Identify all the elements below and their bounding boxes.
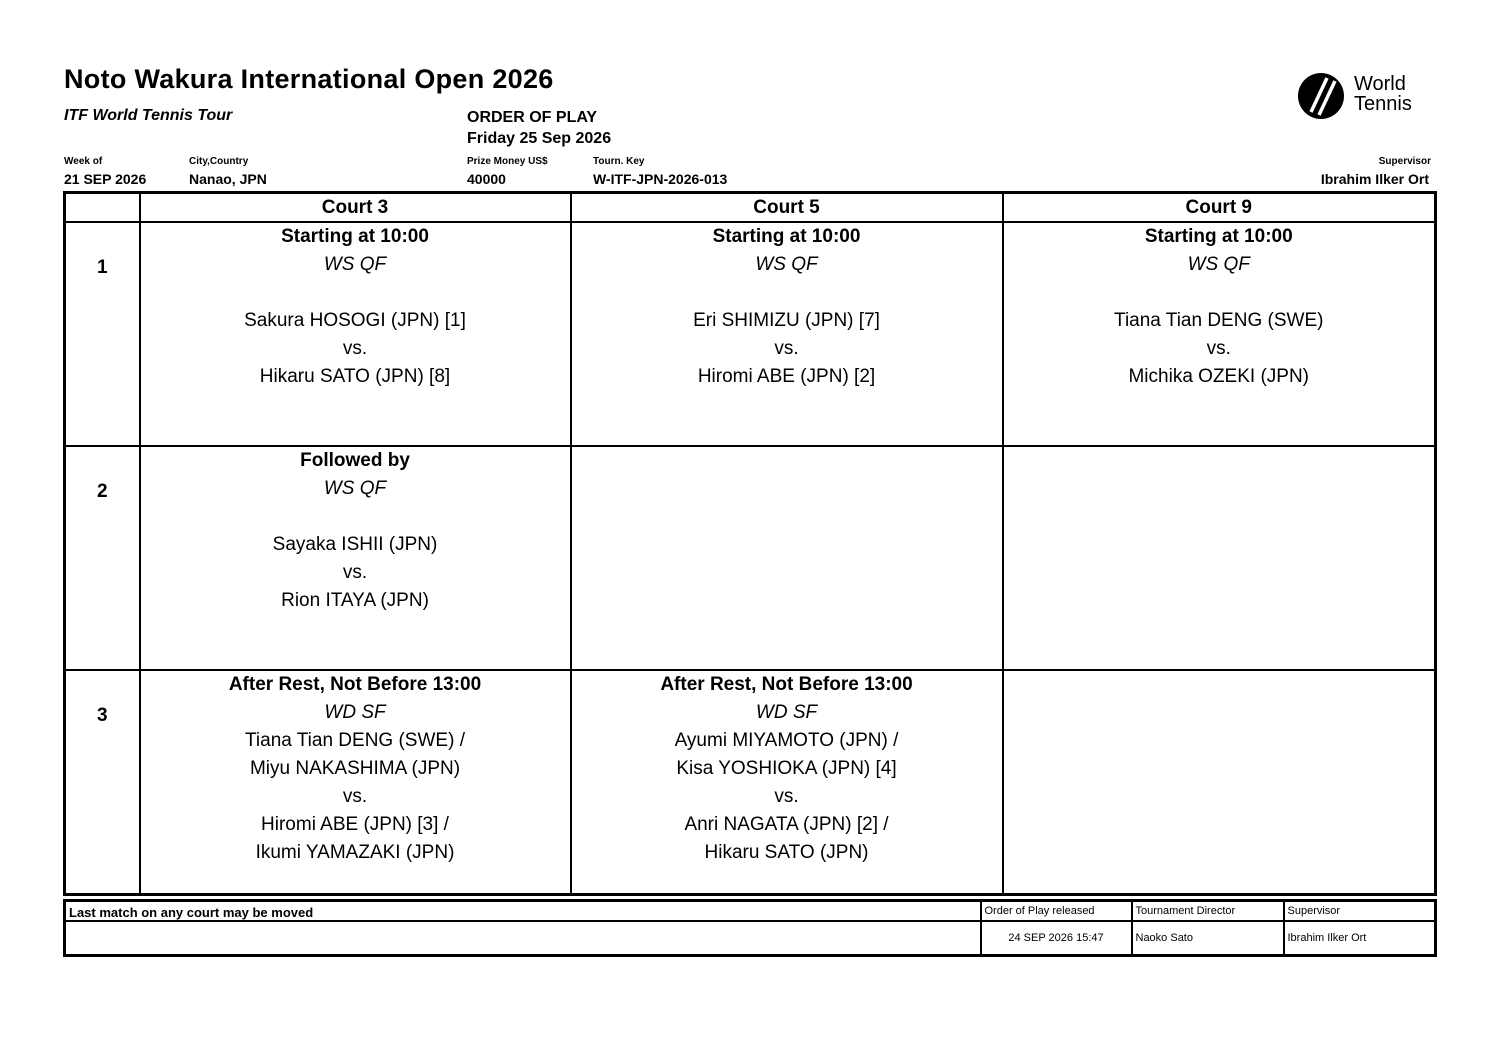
week-label: Week of	[64, 156, 103, 167]
versus: vs.	[1206, 338, 1231, 359]
event-code: WD SF	[755, 702, 818, 723]
team-two-player-a: Hiromi ABE (JPN) [3] /	[261, 814, 449, 835]
prize-label: Prize Money US$	[467, 156, 548, 167]
logo-word-world: World	[1354, 73, 1406, 95]
tournament-title: Noto Wakura International Open 2026	[64, 64, 554, 94]
play-date: Friday 25 Sep 2026	[467, 130, 612, 147]
player-two: Rion ITAYA (JPN)	[281, 590, 429, 611]
row-number: 2	[65, 446, 140, 670]
event-code: WS QF	[755, 254, 818, 275]
released-value: 24 SEP 2026 15:47	[981, 921, 1132, 956]
start-time: Followed by	[300, 450, 410, 471]
versus: vs.	[342, 338, 368, 359]
footer-blank-cell	[65, 921, 981, 956]
player-two: Hiromi ABE (JPN) [2]	[697, 366, 876, 387]
match-cell	[140, 446, 571, 670]
start-time: Starting at 10:00	[712, 226, 861, 247]
footer-header-row	[65, 901, 1436, 922]
empty-match-cell	[571, 446, 1003, 670]
world-tennis-ball-icon	[1297, 72, 1345, 120]
team-two-player-b: Ikumi YAMAZAKI (JPN)	[255, 842, 455, 863]
tournament-key-label: Tourn. Key	[593, 156, 645, 167]
player-one: Eri SHIMIZU (JPN) [7]	[693, 310, 880, 331]
logo-wordmark	[1354, 74, 1412, 114]
match-cell	[571, 222, 1003, 446]
event-code: WS QF	[323, 254, 387, 275]
logo-word-tennis: Tennis	[1354, 93, 1412, 115]
footer-value-row	[65, 921, 1436, 956]
player-two: Michika OZEKI (JPN)	[1128, 366, 1310, 387]
match-cell	[140, 222, 571, 446]
prize-value: 40000	[467, 171, 506, 187]
team-one-player-b: Miyu NAKASHIMA (JPN)	[249, 758, 461, 779]
event-code: WS QF	[323, 478, 387, 499]
versus: vs.	[774, 786, 799, 807]
court-header: Court 5	[571, 193, 1003, 223]
world-tennis-logo	[1297, 72, 1427, 120]
match-cell	[140, 670, 571, 895]
empty-match-cell	[1003, 446, 1436, 670]
order-of-play-table	[63, 191, 1437, 896]
match-cell	[571, 670, 1003, 895]
row-number: 1	[65, 222, 140, 446]
footer-supervisor-value: Ibrahim Ilker Ort	[1284, 921, 1436, 956]
corner-cell	[65, 193, 140, 223]
player-one: Sakura HOSOGI (JPN) [1]	[244, 310, 466, 331]
match-cell	[1003, 222, 1436, 446]
court-header: Court 9	[1003, 193, 1436, 223]
footer-supervisor-label: Supervisor	[1284, 901, 1436, 922]
empty-match-cell	[1003, 670, 1436, 895]
row-number: 3	[65, 670, 140, 895]
team-one-player-a: Tiana Tian DENG (SWE) /	[245, 730, 465, 751]
start-time: Starting at 10:00	[1144, 226, 1293, 247]
team-one-player-b: Kisa YOSHIOKA (JPN) [4]	[676, 758, 897, 779]
director-value: Naoko Sato	[1132, 921, 1284, 956]
match-row	[65, 446, 1436, 670]
event-code: WS QF	[1187, 254, 1250, 275]
team-two-player-a: Anri NAGATA (JPN) [2] /	[684, 814, 889, 835]
team-one-player-a: Ayumi MIYAMOTO (JPN) /	[674, 730, 899, 751]
player-one: Tiana Tian DENG (SWE)	[1114, 310, 1324, 331]
footer-table	[63, 899, 1437, 957]
player-one: Sayaka ISHII (JPN)	[272, 534, 438, 555]
director-label: Tournament Director	[1132, 901, 1284, 922]
court-header: Court 3	[140, 193, 571, 223]
court-header-row	[65, 193, 1436, 223]
supervisor-label: Supervisor	[1378, 156, 1431, 167]
start-time: After Rest, Not Before 13:00	[228, 674, 482, 695]
supervisor-value: Ibrahim Ilker Ort	[1320, 171, 1429, 187]
versus: vs.	[342, 786, 368, 807]
order-of-play-heading	[467, 107, 611, 149]
tournament-key-value: W-ITF-JPN-2026-013	[593, 171, 728, 187]
start-time: Starting at 10:00	[281, 226, 429, 247]
tour-name: ITF World Tennis Tour	[64, 107, 233, 124]
start-time: After Rest, Not Before 13:00	[660, 674, 913, 695]
city-value: Nanao, JPN	[189, 171, 267, 187]
released-label: Order of Play released	[981, 901, 1132, 922]
player-two: Hikaru SATO (JPN) [8]	[259, 366, 451, 387]
versus: vs.	[774, 338, 799, 359]
match-row	[65, 222, 1436, 446]
city-label: City,Country	[189, 156, 249, 167]
versus: vs.	[342, 562, 368, 583]
schedule-note: Last match on any court may be moved	[65, 901, 981, 922]
team-two-player-b: Hikaru SATO (JPN)	[704, 842, 869, 863]
match-row	[65, 670, 1436, 895]
event-code: WD SF	[324, 702, 386, 723]
order-of-play-label: ORDER OF PLAY	[467, 109, 598, 126]
week-value: 21 SEP 2026	[64, 171, 147, 187]
